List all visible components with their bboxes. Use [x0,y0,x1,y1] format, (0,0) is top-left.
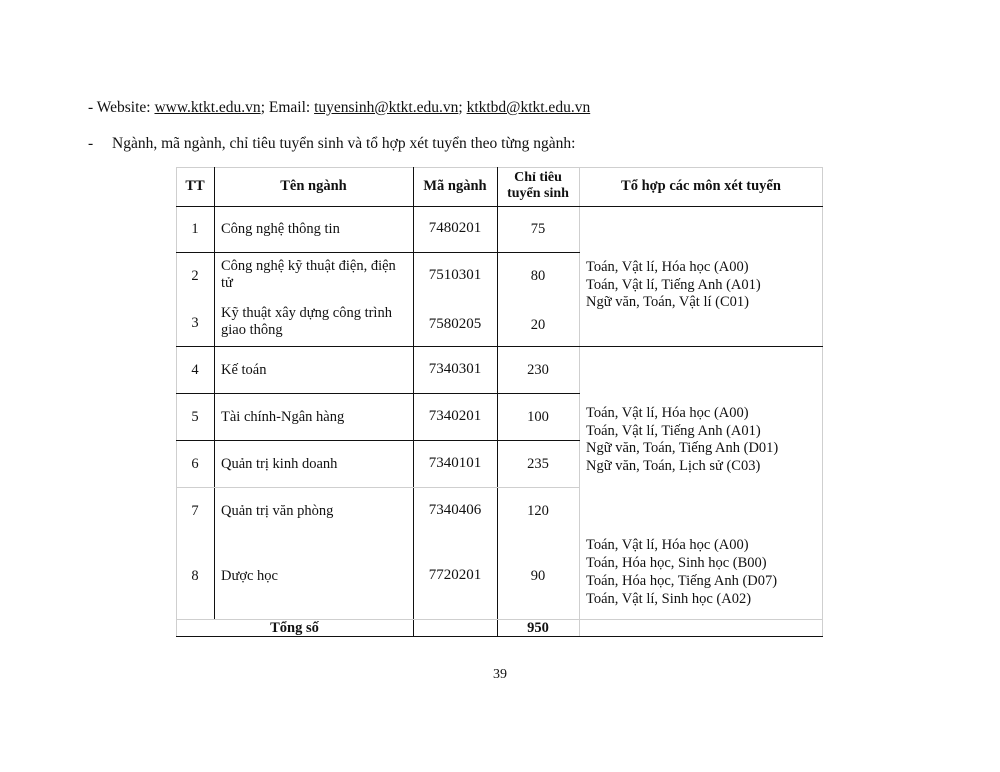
combo-item: Toán, Vật lí, Hóa học (A00) [586,537,749,553]
total-label: Tổng số [270,619,319,636]
admissions-table [176,167,823,637]
row-tt: 6 [191,455,199,472]
bullet-text: Ngành, mã ngành, chỉ tiêu tuyển sinh và tổ hợp xét tuyển theo từng ngành: [112,135,576,152]
combo-item: Toán, Vật lí, Hóa học (A00) [586,405,749,421]
row-tt: 3 [191,314,199,331]
row-quota: 75 [530,220,546,237]
row-quota: 80 [530,267,546,284]
header-tt: TT [185,178,205,194]
contact-line [88,99,590,117]
row-code: 7720201 [428,567,482,583]
header-quota-line1: Chỉ tiêu [514,170,562,185]
total-value: 950 [527,619,549,636]
combo-group-2 [586,405,822,475]
row-quota: 100 [527,408,549,425]
row-code: 7340406 [428,501,482,518]
combo-group-1 [586,259,822,312]
header-name: Tên ngành [280,178,347,194]
row-name: Kế toán [221,361,267,378]
row-code: 7480201 [428,219,482,236]
row-tt: 5 [191,408,199,425]
combo-item: Toán, Hóa học, Tiếng Anh (D07) [586,573,778,589]
row-code: 7510301 [428,266,482,283]
email-label: ; Email: [260,99,315,116]
header-code: Mã ngành [423,178,487,194]
combo-item: Toán, Vật lí, Tiếng Anh (A01) [586,276,761,293]
email-link-ktktbd[interactable]: ktktbd@ktkt.edu.vn [466,99,591,116]
page-number: 39 [493,667,507,682]
row-name: Tài chính-Ngân hàng [221,408,345,425]
row-quota: 90 [530,568,546,584]
combo-item: Ngữ văn, Toán, Lịch sử (C03) [586,457,761,474]
row-code: 7340201 [428,407,482,424]
row-name: Quản trị kinh doanh [221,455,338,472]
row-quota: 235 [527,455,549,472]
website-link[interactable]: www.ktkt.edu.vn [154,99,261,116]
section-bullet [88,135,575,153]
col-line-4 [579,167,580,637]
row-name-line1: Công nghệ kỹ thuật điện, điện [221,258,396,274]
email-link-admissions[interactable]: tuyensinh@ktkt.edu.vn [314,99,459,116]
separator: ; [458,99,467,116]
header-quota [497,170,579,206]
header-combos: Tổ hợp các môn xét tuyển [621,178,781,194]
row-name: Công nghệ thông tin [221,220,340,237]
header-quota-line2: tuyển sinh [507,186,569,201]
row-tt: 7 [191,502,199,519]
row-name [221,305,411,339]
combo-item: Toán, Vật lí, Sinh học (A02) [586,591,752,607]
row-code: 7580205 [428,315,482,332]
combo-item: Ngữ văn, Toán, Vật lí (C01) [586,294,749,310]
row-name: Dược học [221,568,278,584]
row-name-line1: Kỹ thuật xây dựng công trình [221,305,392,321]
row-code: 7340301 [428,360,482,377]
combo-item: Toán, Hóa học, Sinh học (B00) [586,555,767,571]
row-quota: 120 [527,502,549,519]
combo-item: Toán, Vật lí, Hóa học (A00) [586,259,749,275]
row-name: Quản trị văn phòng [221,502,334,519]
combo-item: Toán, Vật lí, Tiếng Anh (A01) [586,422,761,439]
row-tt: 1 [191,220,199,237]
row-quota: 20 [530,316,546,333]
row-tt: 4 [191,361,199,378]
row-name-line2: giao thông [221,322,283,338]
table-right-border [822,167,823,637]
row-tt: 2 [191,267,199,284]
bullet-dash: - [88,135,94,152]
row-name-line2: tử [221,275,233,291]
row-code: 7340101 [428,454,482,471]
row-quota: 230 [527,361,549,378]
website-label: - Website: [88,99,155,116]
row-name [221,258,411,292]
combo-item: Ngữ văn, Toán, Tiếng Anh (D01) [586,440,779,456]
row-tt: 8 [191,568,199,584]
combo-group-3 [586,536,822,608]
